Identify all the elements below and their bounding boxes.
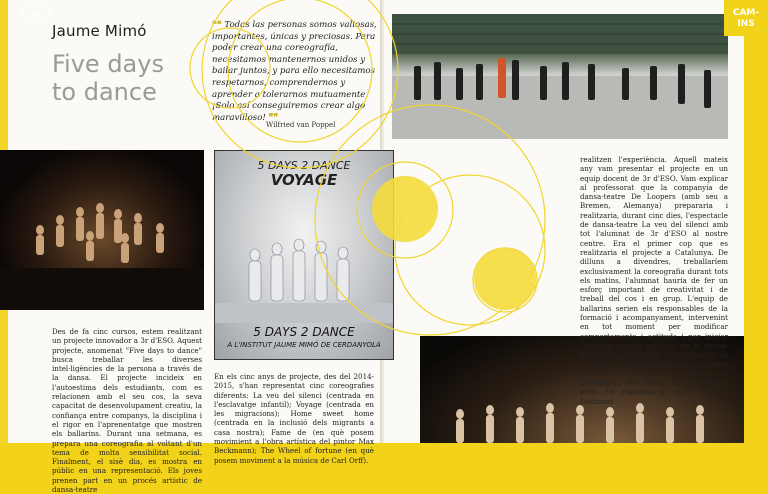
quote-text: Todas las personas somos valiosas, importantes, únicas y preciosas. Para poder crear una coreografía, necesitamos mantenernos unidos y bailar juntos, y para ello necesitamos respetarnos, comprendernos y aprender a tolerarnos mutuamente. ¡Solo así conseguiremos crear algo maravilloso!	[212, 20, 377, 123]
title-line-1: Five days	[52, 50, 164, 78]
body-text-right: realitzen l'experiència. Aquell mateix any vam presentar el projecte en un equip docent de 3r d'ESO. Vam explicar al professorat que la companyia de dansa-teatre De Loopers (amb seu a Bremen, Alemanya) prepararia i realitzaria, durant cinc dies, l'espectacle de dansa-teatre La veu del silenci amb tot l'alumnat de 3r d'ESO al nostre centre. Era el primer cop que es realitzaria el projecte a Catalunya. De dilluns a divendres, treballaríem exclusivament la coreografia durant tots els matins, l'alumnat hauria de fer un esforç important de creativitat i de treball del cos i en grup. L'equip de ballarins serien els responsables de la formació i acompanyament, intervenint en tot moment per modificar comportaments i actituds i per iniciar l'alumnat en els principis de la dansa. Finalment, l'alumnat representaria la coreografia davant de tota la comunitat educativa al Teatre Ateneu de Cerdanyola del Vallès. El professorat, però, va expressar-hi molts dubtes: l'alumnat	[580, 155, 728, 406]
body-text-column-1: Des de fa cinc cursos, estem realitzant un projecte innovador a 3r d'ESO. Aquest projecte, anomenat "Five days to dance" busca treballar les diverses intel·ligències de la persona a través de la dansa. El projecte incideix en l'autoestima dels estudiants, com es relacionen amb el seu cos, la seva capacitat de desenvolupament creatiu, la confiança entre companys, la disciplina i el rigor en l'aprenentatge que mostren els ballarins. Durant una setmana, es prepara una coreografia al voltant d'un tema de molta sensibilitat social. Finalment, el sisè dia, es mostra en públic en una representació. Els joves prenen part en un procés artístic de dansa-teatre	[52, 327, 202, 494]
poster-bottom-title: 5 DAYS 2 DANCE	[253, 325, 355, 339]
close-quote-icon: ❞❞	[268, 112, 279, 123]
poster-top-text: 5 DAYS 2 DANCE	[257, 159, 351, 172]
open-quote-icon: ❝❝	[212, 20, 222, 30]
body-text-column-2: En els cinc anys de projecte, des del 2014-2015, s'han representat cinc coreografies diferents: La veu del silenci (centrada en l'esclavatge infantil); Voyage (centrada en les migracions); Home sweet home (centrada en la inclusió dels migrants a casa nostra); Fame de (en què posem movimient a l'obra artística del pintor Max Beckmann); The Wheel of fortune (en què posem moviment a la música de Carl Orff).	[214, 372, 374, 465]
badge-text: CAM INS	[30, 4, 42, 18]
caminos-logo	[724, 0, 768, 36]
yellow-dot-large	[372, 176, 438, 242]
article-author: Jaume Mimó	[52, 22, 147, 40]
logo-line-1: CAM-	[732, 8, 760, 18]
title-line-2: to dance	[52, 78, 157, 106]
yellow-dot-medium	[474, 248, 536, 310]
poster-title: VOYAGE	[270, 171, 338, 189]
logo-line-2: INS	[737, 19, 755, 29]
poster-subtitle: A L'INSTITUT JAUME MIMÓ DE CERDANYOLA	[227, 341, 381, 349]
quote-author: Wilfried van Poppel	[266, 121, 336, 129]
